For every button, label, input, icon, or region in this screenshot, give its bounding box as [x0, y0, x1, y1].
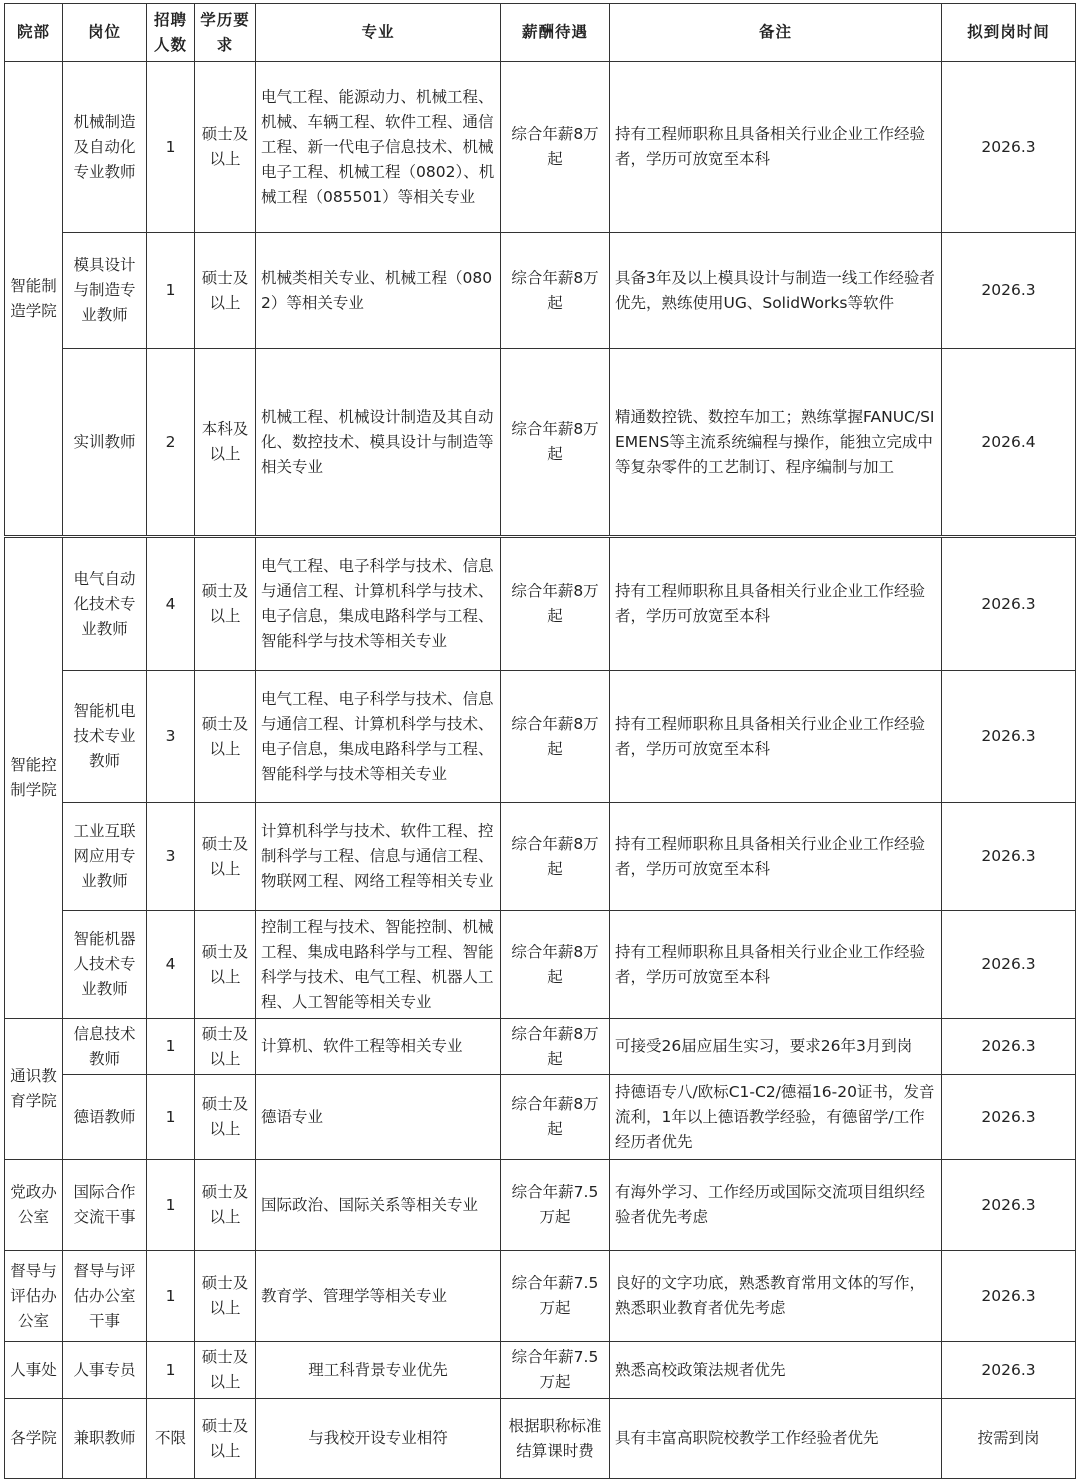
position-cell: 德语教师: [63, 1075, 147, 1160]
arrival-date-cell: 2026.3: [942, 911, 1076, 1019]
header-education: 学历要求: [195, 4, 256, 62]
table-row: [5, 1019, 1076, 1075]
table-row: [5, 233, 1076, 349]
note-cell: 良好的文字功底，熟悉教育常用文体的写作，熟悉职业教育者优先考虑: [610, 1251, 942, 1342]
arrival-date-cell: 2026.3: [942, 1160, 1076, 1251]
major-cell: 国际政治、国际关系等相关专业: [256, 1160, 501, 1251]
department-cell: 党政办公室: [5, 1160, 63, 1251]
note-cell: 持有工程师职称且具备相关行业企业工作经验者，学历可放宽至本科: [610, 62, 942, 233]
table-row: [5, 911, 1076, 1019]
education-cell: 硕士及以上: [195, 537, 256, 671]
header-department: 院部: [5, 4, 63, 62]
count-cell: 1: [147, 1075, 195, 1160]
count-cell: 1: [147, 233, 195, 349]
count-cell: 2: [147, 349, 195, 537]
arrival-date-cell: 按需到岗: [942, 1399, 1076, 1479]
education-cell: 硕士及以上: [195, 803, 256, 911]
education-cell: 硕士及以上: [195, 1160, 256, 1251]
note-cell: 持有工程师职称且具备相关行业企业工作经验者，学历可放宽至本科: [610, 537, 942, 671]
note-cell: 熟悉高校政策法规者优先: [610, 1342, 942, 1399]
education-cell: 硕士及以上: [195, 1399, 256, 1479]
position-cell: 工业互联网应用专业教师: [63, 803, 147, 911]
header-count: 招聘人数: [147, 4, 195, 62]
salary-cell: 综合年薪7.5万起: [501, 1251, 610, 1342]
arrival-date-cell: 2026.3: [942, 537, 1076, 671]
count-cell: 3: [147, 803, 195, 911]
position-cell: 兼职教师: [63, 1399, 147, 1479]
education-cell: 硕士及以上: [195, 1019, 256, 1075]
count-cell: 1: [147, 1160, 195, 1251]
note-cell: 精通数控铣、数控车加工；熟练掌握FANUC/SIEMENS等主流系统编程与操作，能独立完成中等复杂零件的工艺制订、程序编制与加工: [610, 349, 942, 537]
salary-cell: 综合年薪8万起: [501, 671, 610, 803]
table-row: [5, 803, 1076, 911]
arrival-date-cell: 2026.4: [942, 349, 1076, 537]
position-cell: 督导与评估办公室干事: [63, 1251, 147, 1342]
department-cell: 督导与评估办公室: [5, 1251, 63, 1342]
salary-cell: 综合年薪7.5万起: [501, 1342, 610, 1399]
education-cell: 硕士及以上: [195, 1342, 256, 1399]
arrival-date-cell: 2026.3: [942, 233, 1076, 349]
count-cell: 4: [147, 911, 195, 1019]
salary-cell: 综合年薪7.5万起: [501, 1160, 610, 1251]
note-cell: 持有工程师职称且具备相关行业企业工作经验者，学历可放宽至本科: [610, 671, 942, 803]
arrival-date-cell: 2026.3: [942, 1251, 1076, 1342]
note-cell: 可接受26届应届生实习，要求26年3月到岗: [610, 1019, 942, 1075]
table-row: [5, 537, 1076, 671]
major-cell: 电气工程、电子科学与技术、信息与通信工程、计算机科学与技术、电子信息，集成电路科学与工程、智能科学与技术等相关专业: [256, 671, 501, 803]
education-cell: 硕士及以上: [195, 1251, 256, 1342]
major-cell: 理工科背景专业优先: [256, 1342, 501, 1399]
major-cell: 控制工程与技术、智能控制、机械工程、集成电路科学与工程、智能科学与技术、电气工程、机器人工程、人工智能等相关专业: [256, 911, 501, 1019]
education-cell: 本科及以上: [195, 349, 256, 537]
salary-cell: 综合年薪8万起: [501, 233, 610, 349]
note-cell: 持德语专八/欧标C1-C2/德福16-20证书，发音流利，1年以上德语教学经验，有德留学/工作经历者优先: [610, 1075, 942, 1160]
salary-cell: 综合年薪8万起: [501, 537, 610, 671]
major-cell: 机械类相关专业、机械工程（0802）等相关专业: [256, 233, 501, 349]
header-major: 专业: [256, 4, 501, 62]
arrival-date-cell: 2026.3: [942, 1075, 1076, 1160]
table-row: [5, 1251, 1076, 1342]
table-row: [5, 1342, 1076, 1399]
salary-cell: 综合年薪8万起: [501, 803, 610, 911]
department-cell: 通识教育学院: [5, 1019, 63, 1160]
major-cell: 机械工程、机械设计制造及其自动化、数控技术、模具设计与制造等相关专业: [256, 349, 501, 537]
education-cell: 硕士及以上: [195, 233, 256, 349]
count-cell: 1: [147, 1342, 195, 1399]
position-cell: 智能机电技术专业教师: [63, 671, 147, 803]
position-cell: 电气自动化技术专业教师: [63, 537, 147, 671]
department-cell: 人事处: [5, 1342, 63, 1399]
table-row: [5, 1160, 1076, 1251]
table-row: [5, 62, 1076, 233]
education-cell: 硕士及以上: [195, 671, 256, 803]
major-cell: 教育学、管理学等相关专业: [256, 1251, 501, 1342]
header-row: [5, 4, 1076, 62]
position-cell: 模具设计与制造专业教师: [63, 233, 147, 349]
major-cell: 计算机、软件工程等相关专业: [256, 1019, 501, 1075]
major-cell: 电气工程、能源动力、机械工程、机械、车辆工程、软件工程、通信工程、新一代电子信息技术、机械电子工程、机械工程（0802）、机械工程（085501）等相关专业: [256, 62, 501, 233]
table-row: [5, 671, 1076, 803]
count-cell: 1: [147, 1251, 195, 1342]
arrival-date-cell: 2026.3: [942, 803, 1076, 911]
note-cell: 具备3年及以上模具设计与制造一线工作经验者优先，熟练使用UG、SolidWorks等软件: [610, 233, 942, 349]
salary-cell: 根据职称标准结算课时费: [501, 1399, 610, 1479]
table-row: [5, 1399, 1076, 1479]
table-row: [5, 1075, 1076, 1160]
position-cell: 信息技术教师: [63, 1019, 147, 1075]
position-cell: 智能机器人技术专业教师: [63, 911, 147, 1019]
salary-cell: 综合年薪8万起: [501, 911, 610, 1019]
education-cell: 硕士及以上: [195, 1075, 256, 1160]
arrival-date-cell: 2026.3: [942, 1342, 1076, 1399]
note-cell: 持有工程师职称且具备相关行业企业工作经验者，学历可放宽至本科: [610, 911, 942, 1019]
salary-cell: 综合年薪8万起: [501, 62, 610, 233]
major-cell: 电气工程、电子科学与技术、信息与通信工程、计算机科学与技术、电子信息，集成电路科学与工程、智能科学与技术等相关专业: [256, 537, 501, 671]
major-cell: 计算机科学与技术、软件工程、控制科学与工程、信息与通信工程、物联网工程、网络工程等相关专业: [256, 803, 501, 911]
arrival-date-cell: 2026.3: [942, 1019, 1076, 1075]
recruitment-table: [4, 3, 1076, 1479]
position-cell: 实训教师: [63, 349, 147, 537]
salary-cell: 综合年薪8万起: [501, 1019, 610, 1075]
header-note: 备注: [610, 4, 942, 62]
position-cell: 机械制造及自动化专业教师: [63, 62, 147, 233]
salary-cell: 综合年薪8万起: [501, 1075, 610, 1160]
major-cell: 与我校开设专业相符: [256, 1399, 501, 1479]
position-cell: 人事专员: [63, 1342, 147, 1399]
table-row: [5, 349, 1076, 537]
arrival-date-cell: 2026.3: [942, 671, 1076, 803]
major-cell: 德语专业: [256, 1075, 501, 1160]
note-cell: 持有工程师职称且具备相关行业企业工作经验者，学历可放宽至本科: [610, 803, 942, 911]
count-cell: 1: [147, 1019, 195, 1075]
salary-cell: 综合年薪8万起: [501, 349, 610, 537]
count-cell: 1: [147, 62, 195, 233]
department-cell: 智能控制学院: [5, 537, 63, 1019]
department-cell: 各学院: [5, 1399, 63, 1479]
education-cell: 硕士及以上: [195, 62, 256, 233]
education-cell: 硕士及以上: [195, 911, 256, 1019]
count-cell: 3: [147, 671, 195, 803]
note-cell: 有海外学习、工作经历或国际交流项目组织经验者优先考虑: [610, 1160, 942, 1251]
header-arrival-date: 拟到岗时间: [942, 4, 1076, 62]
count-cell: 4: [147, 537, 195, 671]
note-cell: 具有丰富高职院校教学工作经验者优先: [610, 1399, 942, 1479]
department-cell: 智能制造学院: [5, 62, 63, 537]
position-cell: 国际合作交流干事: [63, 1160, 147, 1251]
arrival-date-cell: 2026.3: [942, 62, 1076, 233]
header-position: 岗位: [63, 4, 147, 62]
header-salary: 薪酬待遇: [501, 4, 610, 62]
count-cell: 不限: [147, 1399, 195, 1479]
